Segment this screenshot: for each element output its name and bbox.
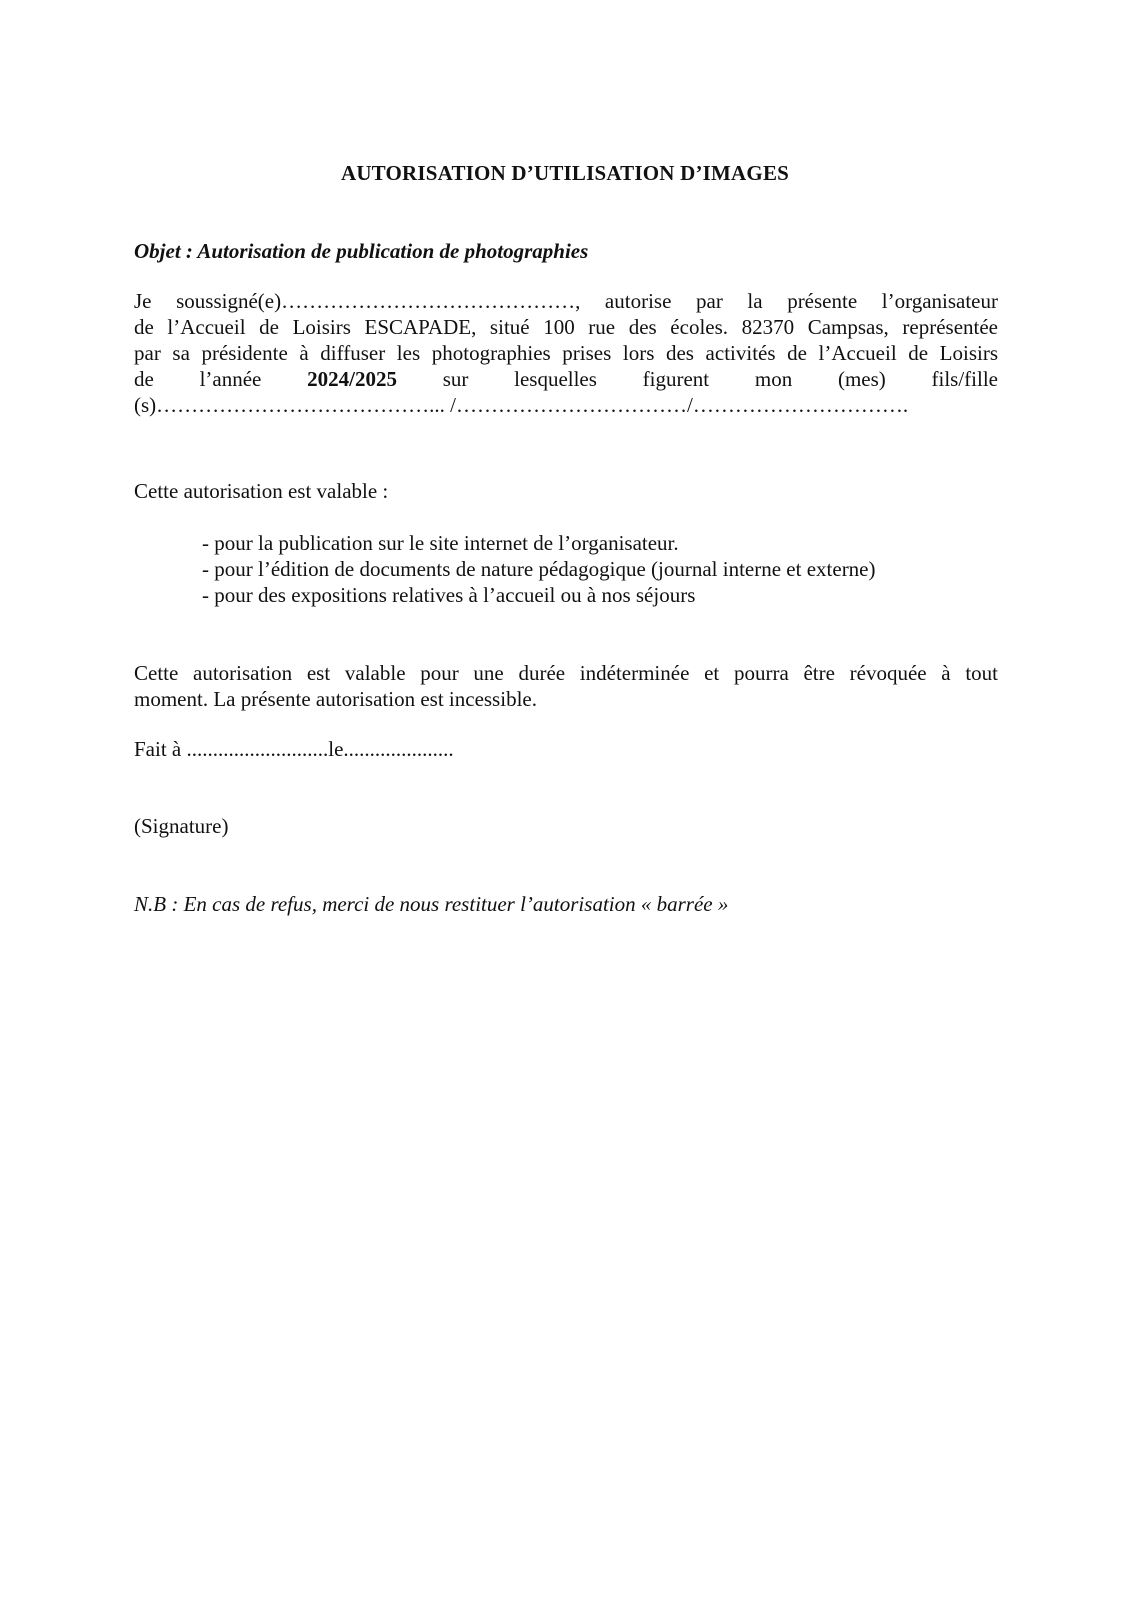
authorization-paragraph (134, 288, 998, 418)
list-item: - pour la publication sur le site internet de l’organisateur. (202, 531, 679, 555)
usage-list (202, 530, 876, 608)
nb-note: N.B : En cas de refus, merci de nous restituer l’autorisation « barrée » (134, 892, 729, 916)
signature-label: (Signature) (134, 814, 229, 838)
paragraph-line-4-end: sur lesquelles figurent mon (mes) fils/fille (442, 367, 998, 391)
paragraph-line-4-start: de l’année (134, 367, 262, 391)
place-date-line: Fait à ...........................le..................... (134, 737, 454, 761)
duration-paragraph (134, 660, 998, 712)
list-item: - pour l’édition de documents de nature pédagogique (journal interne et externe) (202, 557, 876, 581)
duration-line-1: Cette autorisation est valable pour une durée indéterminée et pourra être révoquée à tout (134, 661, 998, 685)
duration-line-2: moment. La présente autorisation est incessible. (134, 687, 537, 711)
document-title: AUTORISATION D’UTILISATION D’IMAGES (340, 161, 790, 185)
objet-line: Objet : Autorisation de publication de photographies (134, 239, 589, 263)
paragraph-line-5: (s)…………………………………... /……………………………/…………………………. (134, 393, 909, 417)
paragraph-line-2: de l’Accueil de Loisirs ESCAPADE, situé 100 rue des écoles. 82370 Campsas, représentée (134, 315, 998, 339)
paragraph-line-3: par sa présidente à diffuser les photographies prises lors des activités de l’Accueil de Loisirs (134, 341, 998, 365)
validity-intro: Cette autorisation est valable : (134, 479, 389, 503)
paragraph-line-1: Je soussigné(e)……………………………………, autorise par la présente l’organisateur (134, 289, 998, 313)
list-item: - pour des expositions relatives à l’accueil ou à nos séjours (202, 583, 696, 607)
paragraph-line-4 (134, 366, 998, 392)
school-year: 2024/2025 (307, 367, 397, 391)
